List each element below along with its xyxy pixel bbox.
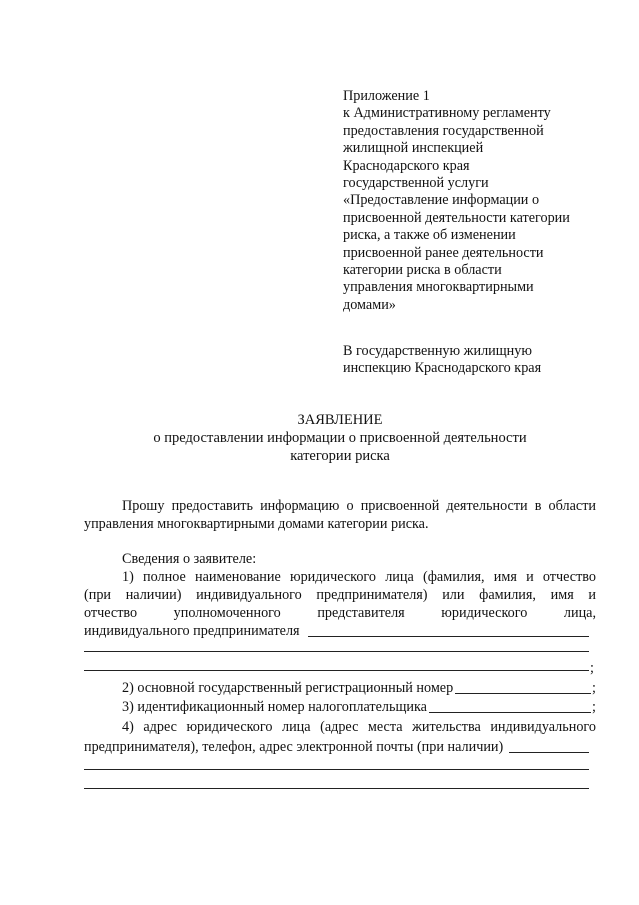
attachment-line: домами» (343, 296, 396, 313)
attachment-line: Приложение 1 (343, 88, 430, 104)
item4-word: адрес (143, 719, 177, 735)
attachment-line: к Административному регламенту (343, 105, 551, 122)
inn-fill-line[interactable] (429, 698, 591, 713)
item1-word: отчество (84, 605, 138, 621)
name-fill-line-3[interactable] (84, 670, 589, 671)
item1-word: представителя (317, 605, 405, 621)
item4-word: индивидуального (490, 719, 596, 735)
item1-word: уполномоченного (173, 605, 281, 621)
attachment-line: государственной услуги (343, 175, 489, 192)
item4-word: 4) (122, 719, 134, 735)
document-subtitle-line1: о предоставлении информации о присвоенной деятельности (153, 430, 527, 446)
item1-word: или (442, 587, 465, 603)
addressee-line: инспекцию Краснодарского края (343, 360, 542, 377)
semicolon: ; (592, 699, 596, 715)
item1-label: индивидуального предпринимателя (84, 623, 300, 639)
address-fill-line-3[interactable] (84, 788, 589, 789)
item1-word: индивидуального (196, 587, 302, 603)
item1-end (590, 659, 600, 677)
item1-word: (фамилия, (423, 569, 485, 585)
name-fill-line-2[interactable] (84, 651, 589, 652)
item1-word: отчество (542, 569, 596, 585)
item1-word: юридического (441, 605, 528, 621)
item4-label: предпринимателя), телефон, адрес электронной почты (при наличии) (84, 739, 504, 755)
item1-word: лица (385, 569, 414, 585)
item1-line3 (84, 604, 596, 622)
attachment-line: присвоенной ранее деятельности (343, 244, 544, 261)
document-subtitle-line2: категории риска (290, 448, 390, 464)
item1-word: наличии) (125, 587, 182, 603)
attachment-line: риска, а также об изменении (343, 227, 516, 244)
semicolon: ; (592, 680, 596, 696)
attachment-line: категории риска в области (343, 262, 502, 279)
item4-line2 (84, 738, 589, 756)
item4-line1 (84, 718, 596, 736)
name-fill-line[interactable] (308, 622, 589, 637)
item1-word: предпринимателя) (316, 587, 428, 603)
item4-word: (адрес (320, 719, 359, 735)
request-line2: управления многоквартирными домами категории риска. (84, 516, 429, 532)
item1-word: лица, (563, 605, 596, 621)
document-title: ЗАЯВЛЕНИЕ (297, 412, 383, 428)
address-fill-line-2[interactable] (84, 769, 589, 770)
item4-word: места (367, 719, 403, 735)
item1-word: полное (143, 569, 186, 585)
item4-word: юридического (186, 719, 273, 735)
attachment-line: управления многоквартирными (343, 279, 534, 296)
item1-word: фамилия, (479, 587, 536, 603)
item4-word: жительства (412, 719, 481, 735)
attachment-line: жилищной инспекцией (343, 140, 484, 157)
item1-word: 1) (122, 569, 134, 585)
item1-word: и (526, 569, 534, 585)
item1-word: (при (84, 587, 112, 603)
item4-word: лица (282, 719, 311, 735)
attachment-line: «Предоставление информации о (343, 192, 540, 209)
item2-label: 2) основной государственный регистрационный номер (122, 680, 454, 696)
attachment-block (343, 88, 613, 314)
item3-line (84, 698, 596, 716)
item1-word: имя (493, 569, 517, 585)
item1-word: юридического (289, 569, 376, 585)
request-line1: Прошу предоставить информацию о присвоенной деятельности в области (122, 498, 596, 514)
item3-label: 3) идентификационный номер налогоплательщика (122, 699, 427, 715)
applicant-heading: Сведения о заявителе: (122, 551, 257, 567)
address-fill-line[interactable] (509, 738, 589, 753)
item2-line (84, 679, 596, 697)
item1-line4 (84, 622, 589, 640)
attachment-line: присвоенной деятельности категории (343, 209, 570, 226)
ogrn-fill-line[interactable] (455, 679, 591, 694)
item1-word: наименование (195, 569, 281, 585)
addressee-block (343, 343, 613, 378)
item1-line1 (84, 568, 596, 586)
attachment-line: предоставления государственной (343, 122, 544, 139)
addressee-line: В государственную жилищную (343, 343, 532, 359)
item1-word: и (588, 587, 596, 603)
semicolon: ; (590, 660, 594, 676)
attachment-line: Краснодарского края (343, 157, 470, 174)
item1-word: имя (550, 587, 574, 603)
item1-line2 (84, 586, 596, 604)
